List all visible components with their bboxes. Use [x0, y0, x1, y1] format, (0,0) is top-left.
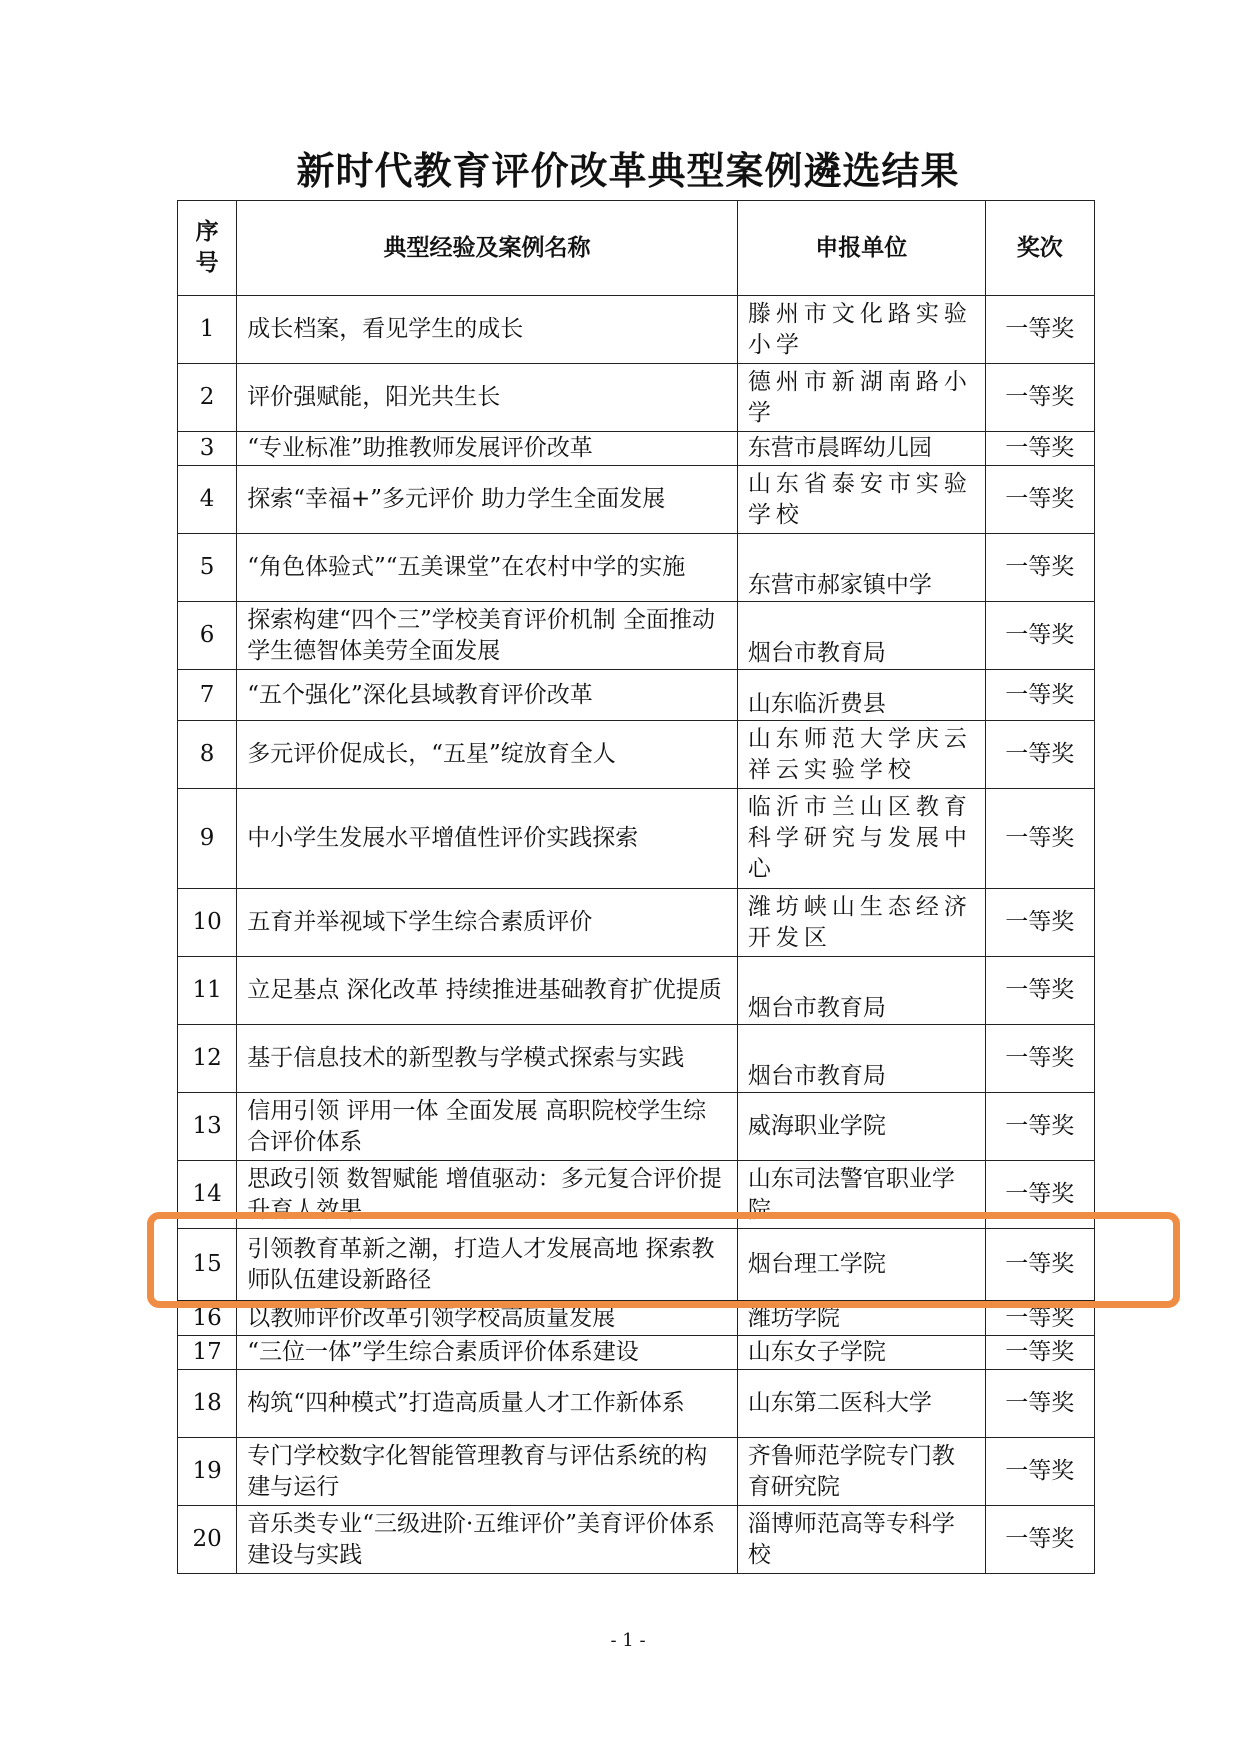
table-row: [178, 957, 1095, 1025]
table-row: [178, 432, 1095, 466]
row-index: 8: [178, 721, 237, 789]
row-award: 一等奖: [985, 670, 1094, 721]
row-org: 齐鲁师范学院专门教育研究院: [737, 1438, 985, 1506]
table-row-highlighted: [178, 1229, 1095, 1301]
row-case-name: 评价强赋能，阳光共生长: [237, 364, 738, 432]
row-index: 14: [178, 1161, 237, 1229]
results-table: [177, 200, 1095, 1574]
table-row: [178, 1161, 1095, 1229]
row-award: 一等奖: [985, 1336, 1094, 1370]
row-case-name: 专门学校数字化智能管理教育与评估系统的构建与运行: [237, 1438, 738, 1506]
row-index: 19: [178, 1438, 237, 1506]
row-index: 9: [178, 789, 237, 889]
row-index: 20: [178, 1506, 237, 1574]
row-case-name: 立足基点 深化改革 持续推进基础教育扩优提质: [237, 957, 738, 1025]
row-case-name: 成长档案，看见学生的成长: [237, 296, 738, 364]
row-case-name: 引领教育革新之潮，打造人才发展高地 探索教师队伍建设新路径: [237, 1229, 738, 1301]
header-index: 序号: [178, 201, 237, 296]
row-index: 17: [178, 1336, 237, 1370]
table-row: [178, 889, 1095, 957]
row-index: 5: [178, 534, 237, 602]
row-award: 一等奖: [985, 721, 1094, 789]
document-title: 新时代教育评价改革典型案例遴选结果: [296, 149, 960, 193]
row-org: 山东司法警官职业学院: [737, 1161, 985, 1229]
row-award: 一等奖: [985, 296, 1094, 364]
row-org: 山东第二医科大学: [737, 1370, 985, 1438]
row-index: 6: [178, 602, 237, 670]
row-org: 山东女子学院: [737, 1336, 985, 1370]
table-row: [178, 1506, 1095, 1574]
row-award: 一等奖: [985, 1093, 1094, 1161]
row-award: 一等奖: [985, 1025, 1094, 1093]
row-org: 滕州市文化路实验小学: [737, 296, 985, 364]
row-org: 德州市新湖南路小学: [737, 364, 985, 432]
row-case-name: 探索“幸福+”多元评价 助力学生全面发展: [237, 466, 738, 534]
row-award: 一等奖: [985, 1229, 1094, 1301]
row-index: 13: [178, 1093, 237, 1161]
row-org: 山东临沂费县: [737, 670, 985, 721]
page-number: - 1 -: [610, 1630, 646, 1651]
table-row: [178, 1336, 1095, 1370]
row-index: 3: [178, 432, 237, 466]
table-row: [178, 789, 1095, 889]
table-row: [178, 670, 1095, 721]
row-case-name: 多元评价促成长，“五星”绽放育全人: [237, 721, 738, 789]
row-index: 10: [178, 889, 237, 957]
row-case-name: 探索构建“四个三”学校美育评价机制 全面推动学生德智体美劳全面发展: [237, 602, 738, 670]
row-index: 11: [178, 957, 237, 1025]
header-award: 奖次: [985, 201, 1094, 296]
row-case-name: “三位一体”学生综合素质评价体系建设: [237, 1336, 738, 1370]
header-org: 申报单位: [737, 201, 985, 296]
table-row: [178, 721, 1095, 789]
table-row: [178, 534, 1095, 602]
row-org: 烟台理工学院: [737, 1229, 985, 1301]
table-row: [178, 1301, 1095, 1336]
row-index: 12: [178, 1025, 237, 1093]
row-index: 2: [178, 364, 237, 432]
row-award: 一等奖: [985, 364, 1094, 432]
row-org: 山东师范大学庆云祥云实验学校: [737, 721, 985, 789]
row-index: 15: [178, 1229, 237, 1301]
row-case-name: 音乐类专业“三级进阶·五维评价”美育评价体系建设与实践: [237, 1506, 738, 1574]
table-row: [178, 1025, 1095, 1093]
row-award: 一等奖: [985, 789, 1094, 889]
row-award: 一等奖: [985, 432, 1094, 466]
row-case-name: “专业标准”助推教师发展评价改革: [237, 432, 738, 466]
row-org: 淄博师范高等专科学校: [737, 1506, 985, 1574]
row-award: 一等奖: [985, 1438, 1094, 1506]
row-award: 一等奖: [985, 957, 1094, 1025]
row-org: 东营市郝家镇中学: [737, 534, 985, 602]
table-header-row: [178, 201, 1095, 296]
row-index: 7: [178, 670, 237, 721]
row-org: 临沂市兰山区教育科学研究与发展中心: [737, 789, 985, 889]
table-row: [178, 602, 1095, 670]
row-org: 烟台市教育局: [737, 1025, 985, 1093]
row-award: 一等奖: [985, 534, 1094, 602]
row-org: 烟台市教育局: [737, 957, 985, 1025]
row-award: 一等奖: [985, 889, 1094, 957]
row-org: 威海职业学院: [737, 1093, 985, 1161]
row-index: 18: [178, 1370, 237, 1438]
table-row: [178, 1370, 1095, 1438]
row-org: 潍坊峡山生态经济开发区: [737, 889, 985, 957]
row-award: 一等奖: [985, 466, 1094, 534]
row-case-name: 信用引领 评用一体 全面发展 高职院校学生综合评价体系: [237, 1093, 738, 1161]
row-index: 16: [178, 1301, 237, 1336]
row-index: 4: [178, 466, 237, 534]
row-award: 一等奖: [985, 1161, 1094, 1229]
table-row: [178, 296, 1095, 364]
row-org: 山东省泰安市实验学校: [737, 466, 985, 534]
header-case-name: 典型经验及案例名称: [237, 201, 738, 296]
row-case-name: 基于信息技术的新型教与学模式探索与实践: [237, 1025, 738, 1093]
row-award: 一等奖: [985, 602, 1094, 670]
row-award: 一等奖: [985, 1506, 1094, 1574]
row-org: 东营市晨晖幼儿园: [737, 432, 985, 466]
table-row: [178, 1093, 1095, 1161]
row-case-name: “五个强化”深化县域教育评价改革: [237, 670, 738, 721]
row-award: 一等奖: [985, 1370, 1094, 1438]
table-row: [178, 1438, 1095, 1506]
row-case-name: 中小学生发展水平增值性评价实践探索: [237, 789, 738, 889]
row-org: 烟台市教育局: [737, 602, 985, 670]
row-index: 1: [178, 296, 237, 364]
table-row: [178, 364, 1095, 432]
row-case-name: “角色体验式”“五美课堂”在农村中学的实施: [237, 534, 738, 602]
row-case-name: 构筑“四种模式”打造高质量人才工作新体系: [237, 1370, 738, 1438]
table-row: [178, 466, 1095, 534]
row-org: 潍坊学院: [737, 1301, 985, 1336]
row-case-name: 思政引领 数智赋能 增值驱动：多元复合评价提升育人效果: [237, 1161, 738, 1229]
row-case-name: 五育并举视域下学生综合素质评价: [237, 889, 738, 957]
row-case-name: 以教师评价改革引领学校高质量发展: [237, 1301, 738, 1336]
row-award: 一等奖: [985, 1301, 1094, 1336]
